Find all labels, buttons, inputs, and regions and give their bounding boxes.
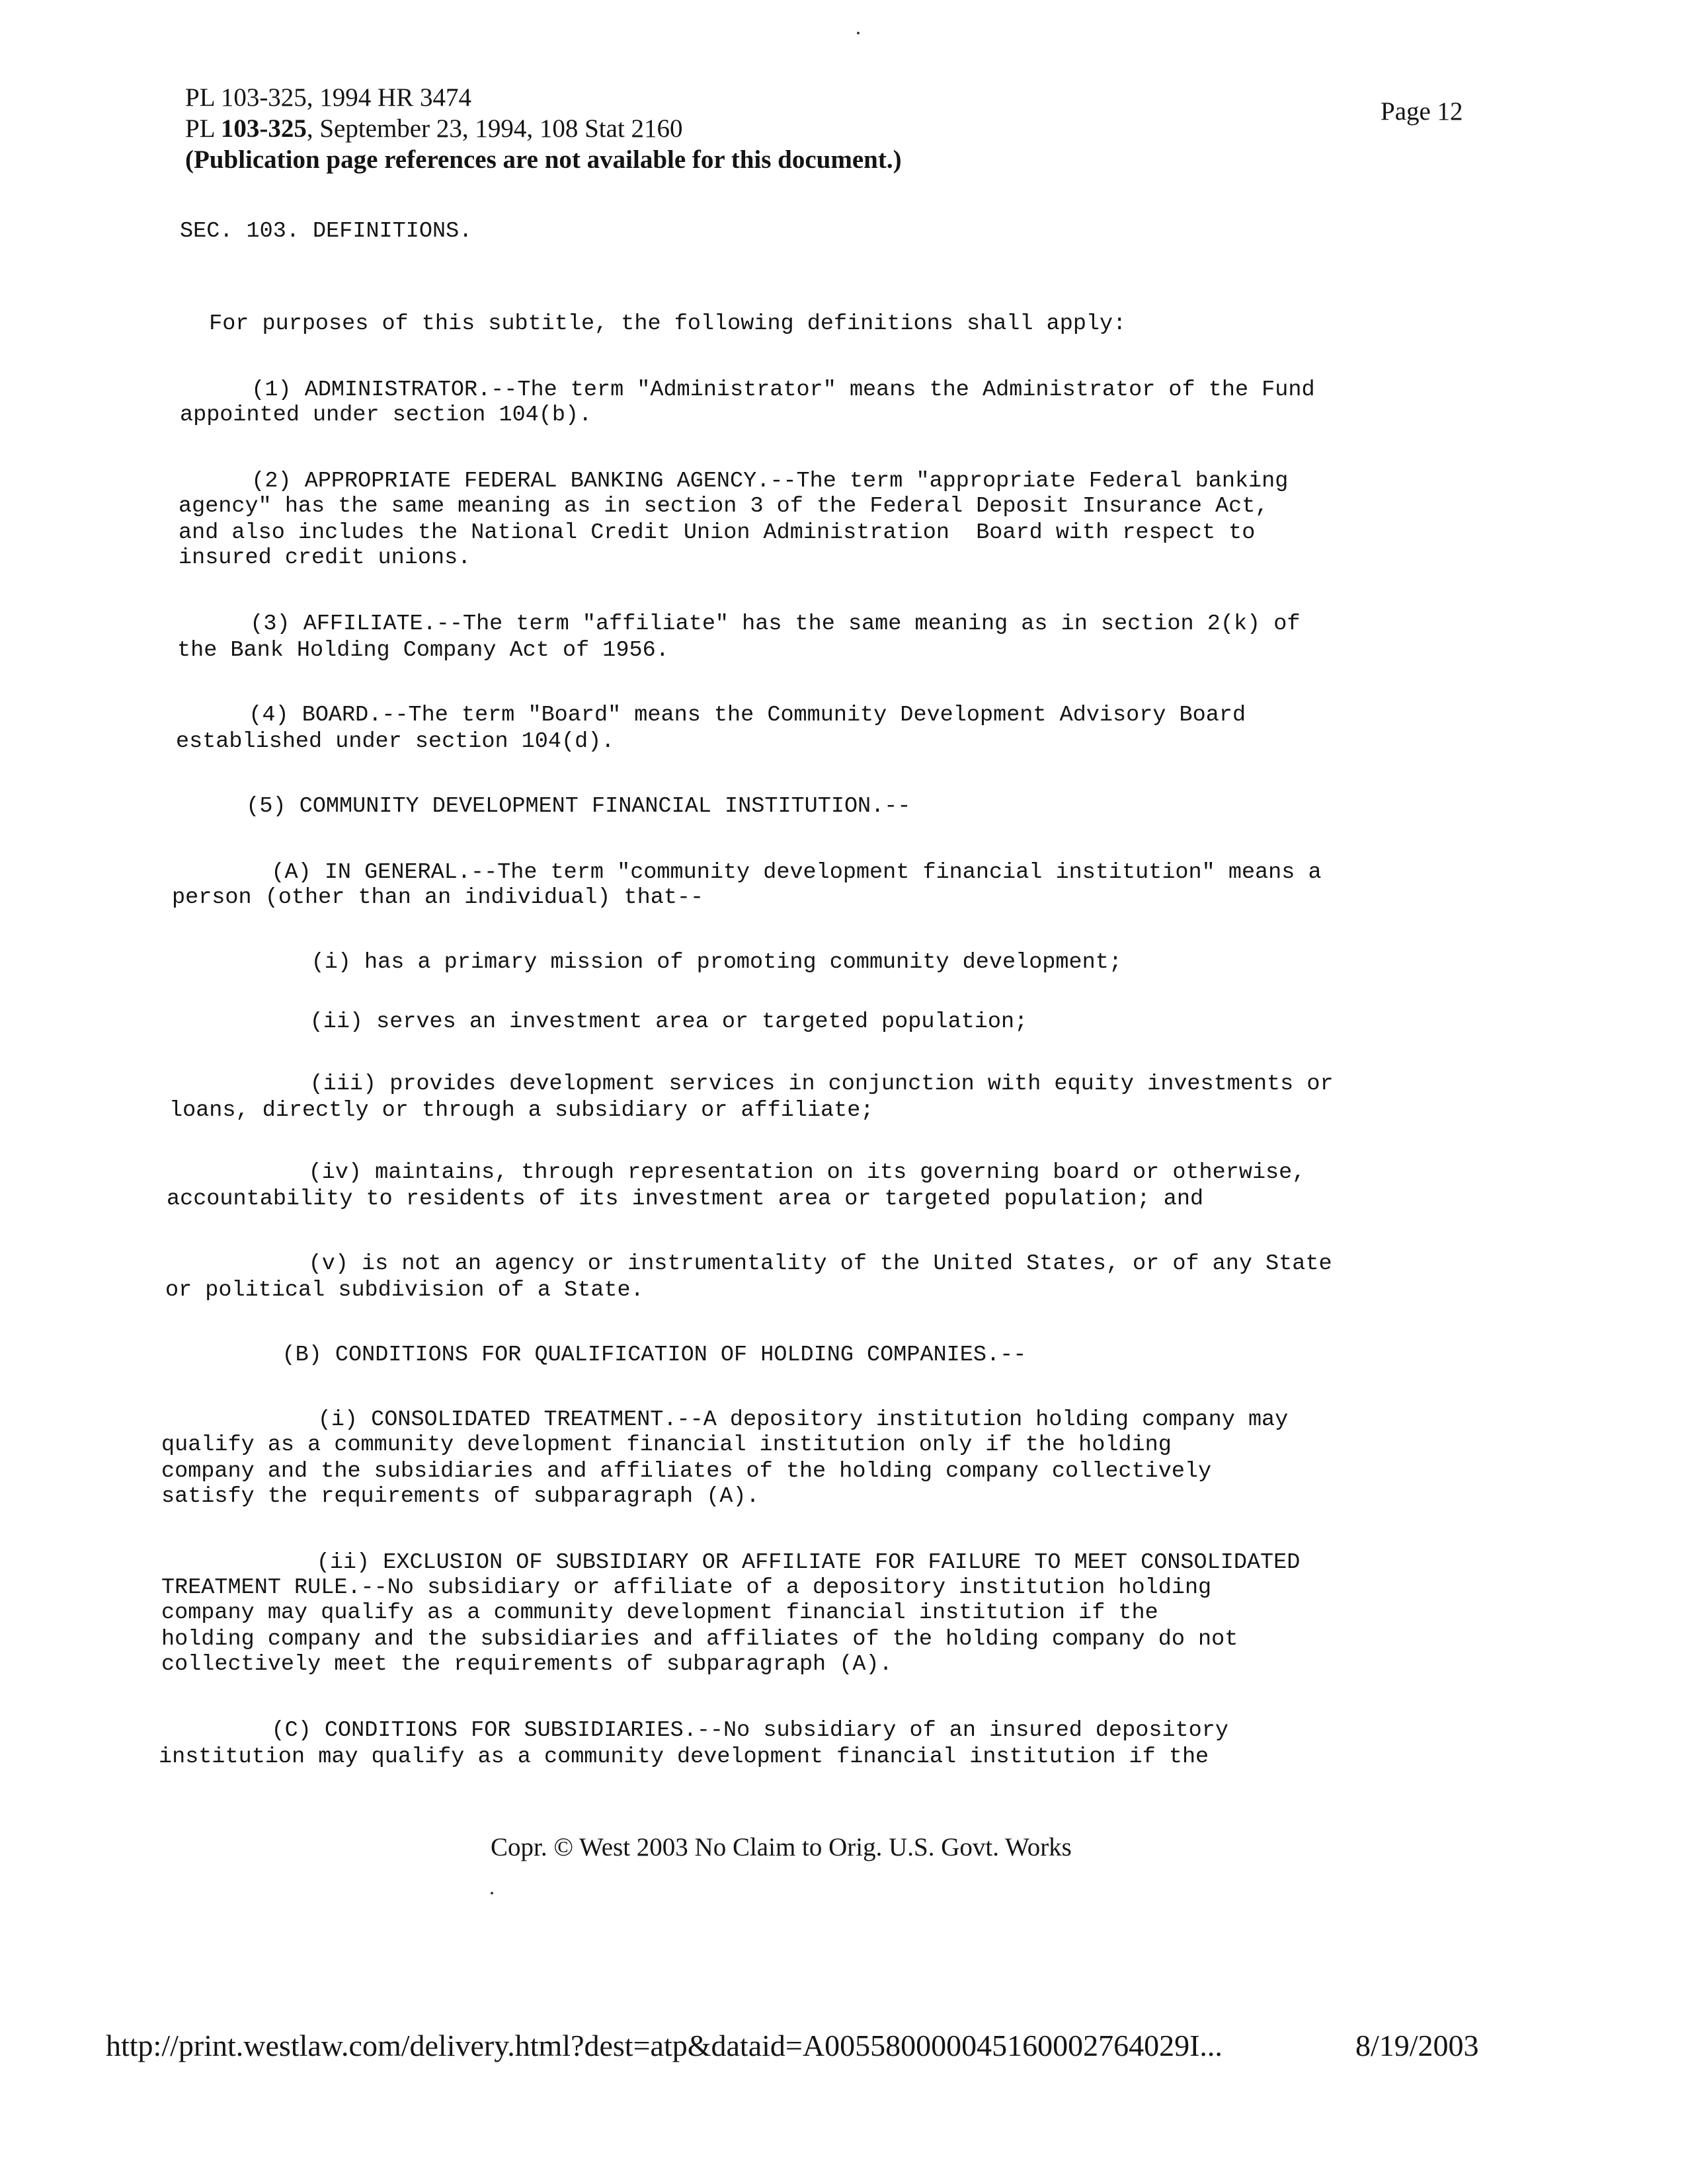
statute-line: or political subdivision of a State. (165, 1278, 644, 1303)
header-pl-details: , September 23, 1994, 108 Stat 2160 (306, 114, 683, 143)
statute-line: holding company and the subsidiaries and affiliates of the holding company do not (161, 1627, 1238, 1652)
statute-line: the Bank Holding Company Act of 1956. (177, 638, 669, 663)
statute-line: (A) IN GENERAL.--The term "community development financial institution" means a (218, 860, 1322, 885)
header-citation-line: PL 103-325, 1994 HR 3474 (185, 83, 471, 112)
statute-line: accountability to residents of its investment area or targeted population; and (167, 1187, 1204, 1212)
statute-line: person (other than an individual) that-- (172, 885, 704, 910)
statute-line: (v) is not an agency or instrumentality of the United States, or of any State (229, 1251, 1332, 1276)
statute-line: (ii) serves an investment area or targeted population; (230, 1009, 1028, 1034)
statute-line: insured credit unions. (179, 545, 471, 570)
statute-line: established under section 104(d). (176, 729, 615, 754)
statute-line: (iii) provides development services in conjunction with equity investments or (230, 1072, 1334, 1097)
page-number: Page 12 (1381, 97, 1463, 126)
statute-line: SEC. 103. DEFINITIONS. (180, 219, 473, 244)
scan-speck (857, 32, 860, 34)
statute-line: (5) COMMUNITY DEVELOPMENT FINANCIAL INSTITUTION.-- (206, 794, 911, 819)
statute-line: satisfy the requirements of subparagraph (A). (161, 1484, 760, 1509)
statute-line: (B) CONDITIONS FOR QUALIFICATION OF HOLDING COMPANIES.-- (216, 1343, 1027, 1368)
statute-line: company may qualify as a community development financial institution if the (161, 1600, 1158, 1625)
statute-line: (iv) maintains, through representation on its governing board or otherwise, (229, 1160, 1306, 1185)
footer-url: http://print.westlaw.com/delivery.html?dest=atp&dataid=A005580000045160002764029I... (106, 2029, 1223, 2062)
statute-line: (4) BOARD.--The term "Board" means the Community Development Advisory Board (209, 703, 1246, 728)
scan-speck (491, 1892, 493, 1894)
header-pl-number: 103-325 (220, 114, 307, 143)
statute-line: qualify as a community development financial institution only if the holding (161, 1432, 1172, 1458)
statute-line: appointed under section 104(b). (180, 403, 592, 428)
header-pl-prefix: PL (185, 114, 221, 143)
statute-line: and also includes the National Credit Union Administration Board with respect to (179, 520, 1256, 545)
statute-line: TREATMENT RULE.--No subsidiary or affiliate of a depository institution holding (161, 1575, 1212, 1600)
header-publication-note: (Publication page references are not available for this document.) (185, 145, 902, 174)
statute-line: (i) CONSOLIDATED TREATMENT.--A depository institution holding company may (225, 1407, 1289, 1432)
statute-line: For purposes of this subtitle, the following definitions shall apply: (196, 311, 1127, 336)
footer-date: 8/19/2003 (1355, 2029, 1479, 2062)
statute-line: institution may qualify as a community development financial institution if the (159, 1744, 1209, 1770)
statute-line: (2) APPROPRIATE FEDERAL BANKING AGENCY.--The term "appropriate Federal banking (212, 469, 1289, 494)
statute-line: agency" has the same meaning as in section 3 of the Federal Deposit Insurance Act, (179, 494, 1269, 519)
statute-line: (3) AFFILIATE.--The term "affiliate" has the same meaning as in section 2(k) of (210, 611, 1301, 637)
statute-line: loans, directly or through a subsidiary or affiliate; (169, 1098, 874, 1123)
statute-line: company and the subsidiaries and affiliates of the holding company collectively (161, 1459, 1212, 1484)
statute-line: (i) has a primary mission of promoting community development; (231, 950, 1122, 975)
copyright-notice: Copr. © West 2003 No Claim to Orig. U.S. Govt. Works (491, 1833, 1072, 1861)
statute-line: (1) ADMINISTRATOR.--The term "Administrator" means the Administrator of the Fund (212, 377, 1315, 403)
statute-line: (C) CONDITIONS FOR SUBSIDIARIES.--No subsidiary of an insured depository (205, 1718, 1228, 1743)
statute-line: (ii) EXCLUSION OF SUBSIDIARY OR AFFILIATE FOR FAILURE TO MEET CONSOLIDATED (223, 1550, 1301, 1575)
statute-line: collectively meet the requirements of subparagraph (A). (161, 1652, 893, 1677)
